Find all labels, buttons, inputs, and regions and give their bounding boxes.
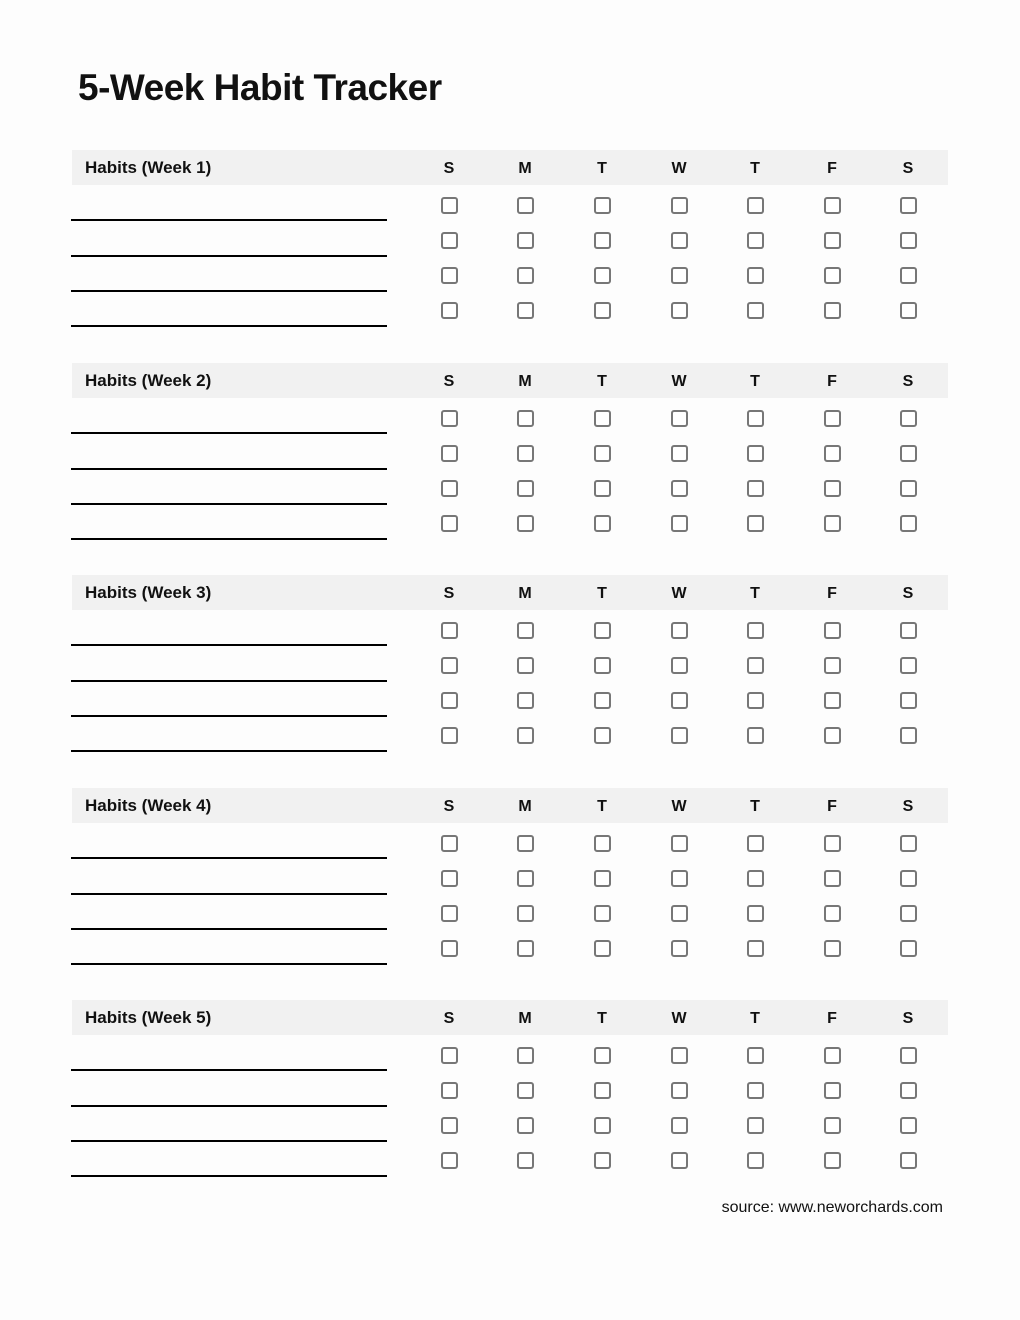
week-header bbox=[72, 150, 948, 185]
habit-checkbox[interactable] bbox=[824, 302, 841, 319]
habit-checkbox[interactable] bbox=[824, 622, 841, 639]
habit-checkbox[interactable] bbox=[594, 835, 611, 852]
habit-checkbox[interactable] bbox=[747, 905, 764, 922]
habit-checkbox[interactable] bbox=[747, 480, 764, 497]
habit-checkbox[interactable] bbox=[900, 657, 917, 674]
habit-checkbox[interactable] bbox=[900, 445, 917, 462]
habit-name-line[interactable] bbox=[71, 290, 387, 292]
habit-checkbox[interactable] bbox=[671, 692, 688, 709]
habit-checkbox[interactable] bbox=[824, 870, 841, 887]
habit-checkbox[interactable] bbox=[824, 692, 841, 709]
habit-checkbox[interactable] bbox=[594, 445, 611, 462]
habit-checkbox[interactable] bbox=[747, 1117, 764, 1134]
habit-checkbox[interactable] bbox=[441, 622, 458, 639]
day-header: M bbox=[518, 160, 532, 177]
habit-checkbox[interactable] bbox=[594, 197, 611, 214]
week-label: Habits (Week 3) bbox=[85, 583, 212, 602]
habit-checkbox[interactable] bbox=[441, 727, 458, 744]
habit-checkbox[interactable] bbox=[671, 515, 688, 532]
habit-checkbox[interactable] bbox=[900, 1152, 917, 1169]
habit-checkbox[interactable] bbox=[441, 870, 458, 887]
habit-checkbox[interactable] bbox=[594, 1047, 611, 1064]
habit-name-line[interactable] bbox=[71, 468, 387, 470]
source-credit: source: www.neworchards.com bbox=[721, 1199, 943, 1216]
habit-checkbox[interactable] bbox=[671, 410, 688, 427]
habit-name-line[interactable] bbox=[71, 857, 387, 859]
habit-checkbox[interactable] bbox=[441, 515, 458, 532]
habit-checkbox[interactable] bbox=[441, 1082, 458, 1099]
habit-checkbox[interactable] bbox=[441, 905, 458, 922]
habit-checkbox[interactable] bbox=[824, 1082, 841, 1099]
habit-name-line[interactable] bbox=[71, 1105, 387, 1107]
habit-name-line[interactable] bbox=[71, 928, 387, 930]
habit-checkbox[interactable] bbox=[517, 267, 534, 284]
habit-checkbox[interactable] bbox=[900, 727, 917, 744]
habit-checkbox[interactable] bbox=[517, 515, 534, 532]
habit-checkbox[interactable] bbox=[594, 1117, 611, 1134]
habit-checkbox[interactable] bbox=[900, 515, 917, 532]
day-header: S bbox=[902, 798, 914, 815]
habit-checkbox[interactable] bbox=[517, 622, 534, 639]
day-header: S bbox=[443, 585, 455, 602]
habit-checkbox[interactable] bbox=[671, 1152, 688, 1169]
habit-checkbox[interactable] bbox=[824, 197, 841, 214]
habit-name-line[interactable] bbox=[71, 1175, 387, 1177]
habit-checkbox[interactable] bbox=[441, 692, 458, 709]
habit-checkbox[interactable] bbox=[594, 267, 611, 284]
habit-checkbox[interactable] bbox=[517, 940, 534, 957]
habit-checkbox[interactable] bbox=[517, 727, 534, 744]
habit-checkbox[interactable] bbox=[824, 1152, 841, 1169]
habit-checkbox[interactable] bbox=[594, 480, 611, 497]
day-header: F bbox=[827, 373, 837, 390]
habit-checkbox[interactable] bbox=[671, 232, 688, 249]
habit-checkbox[interactable] bbox=[594, 1152, 611, 1169]
habit-checkbox[interactable] bbox=[671, 1082, 688, 1099]
day-header: F bbox=[827, 160, 837, 177]
week-header bbox=[72, 1000, 948, 1035]
habit-name-line[interactable] bbox=[71, 255, 387, 257]
habit-checkbox[interactable] bbox=[517, 835, 534, 852]
day-header: M bbox=[518, 585, 532, 602]
habit-checkbox[interactable] bbox=[517, 870, 534, 887]
habit-checkbox[interactable] bbox=[900, 267, 917, 284]
day-header: W bbox=[671, 1010, 687, 1027]
habit-checkbox[interactable] bbox=[747, 870, 764, 887]
habit-checkbox[interactable] bbox=[747, 692, 764, 709]
habit-checkbox[interactable] bbox=[824, 515, 841, 532]
habit-checkbox[interactable] bbox=[900, 622, 917, 639]
habit-checkbox[interactable] bbox=[517, 232, 534, 249]
habit-checkbox[interactable] bbox=[517, 1047, 534, 1064]
habit-checkbox[interactable] bbox=[824, 940, 841, 957]
habit-checkbox[interactable] bbox=[517, 905, 534, 922]
habit-name-line[interactable] bbox=[71, 680, 387, 682]
day-header: M bbox=[518, 373, 532, 390]
day-header: W bbox=[671, 585, 687, 602]
habit-checkbox[interactable] bbox=[824, 232, 841, 249]
habit-checkbox[interactable] bbox=[671, 622, 688, 639]
habit-checkbox[interactable] bbox=[517, 445, 534, 462]
habit-name-line[interactable] bbox=[71, 750, 387, 752]
habit-checkbox[interactable] bbox=[900, 1082, 917, 1099]
habit-checkbox[interactable] bbox=[441, 445, 458, 462]
habit-checkbox[interactable] bbox=[824, 1047, 841, 1064]
habit-checkbox[interactable] bbox=[747, 302, 764, 319]
habit-checkbox[interactable] bbox=[671, 905, 688, 922]
week-section-2 bbox=[72, 363, 948, 553]
habit-checkbox[interactable] bbox=[441, 232, 458, 249]
habit-checkbox[interactable] bbox=[517, 480, 534, 497]
day-header: W bbox=[671, 160, 687, 177]
habit-checkbox[interactable] bbox=[671, 445, 688, 462]
habit-checkbox[interactable] bbox=[441, 835, 458, 852]
habit-checkbox[interactable] bbox=[747, 267, 764, 284]
habit-checkbox[interactable] bbox=[824, 445, 841, 462]
habit-checkbox[interactable] bbox=[900, 232, 917, 249]
habit-checkbox[interactable] bbox=[517, 1152, 534, 1169]
habit-checkbox[interactable] bbox=[747, 1152, 764, 1169]
habit-checkbox[interactable] bbox=[900, 692, 917, 709]
habit-checkbox[interactable] bbox=[441, 197, 458, 214]
habit-checkbox[interactable] bbox=[671, 835, 688, 852]
day-header: T bbox=[597, 585, 607, 602]
habit-checkbox[interactable] bbox=[824, 410, 841, 427]
habit-checkbox[interactable] bbox=[824, 835, 841, 852]
habit-checkbox[interactable] bbox=[747, 445, 764, 462]
habit-checkbox[interactable] bbox=[824, 905, 841, 922]
habit-checkbox[interactable] bbox=[594, 905, 611, 922]
habit-checkbox[interactable] bbox=[441, 657, 458, 674]
day-header: T bbox=[750, 160, 760, 177]
week-section-1 bbox=[72, 150, 948, 340]
habit-checkbox[interactable] bbox=[594, 1082, 611, 1099]
habit-checkbox[interactable] bbox=[594, 410, 611, 427]
habit-checkbox[interactable] bbox=[671, 1117, 688, 1134]
day-header: T bbox=[597, 373, 607, 390]
habit-checkbox[interactable] bbox=[900, 835, 917, 852]
habit-checkbox[interactable] bbox=[441, 940, 458, 957]
day-header: F bbox=[827, 1010, 837, 1027]
habit-checkbox[interactable] bbox=[517, 1117, 534, 1134]
habit-checkbox[interactable] bbox=[441, 410, 458, 427]
habit-checkbox[interactable] bbox=[594, 870, 611, 887]
week-header bbox=[72, 788, 948, 823]
habit-checkbox[interactable] bbox=[747, 1047, 764, 1064]
day-header: T bbox=[597, 1010, 607, 1027]
habit-checkbox[interactable] bbox=[517, 657, 534, 674]
week-section-3 bbox=[72, 575, 948, 765]
day-header: S bbox=[902, 373, 914, 390]
habit-checkbox[interactable] bbox=[747, 657, 764, 674]
habit-checkbox[interactable] bbox=[594, 302, 611, 319]
habit-checkbox[interactable] bbox=[747, 835, 764, 852]
habit-checkbox[interactable] bbox=[900, 197, 917, 214]
habit-checkbox[interactable] bbox=[671, 727, 688, 744]
day-header: T bbox=[750, 373, 760, 390]
habit-checkbox[interactable] bbox=[747, 232, 764, 249]
habit-checkbox[interactable] bbox=[900, 410, 917, 427]
habit-checkbox[interactable] bbox=[594, 727, 611, 744]
habit-checkbox[interactable] bbox=[747, 197, 764, 214]
day-header: T bbox=[597, 798, 607, 815]
habit-checkbox[interactable] bbox=[747, 515, 764, 532]
week-label: Habits (Week 5) bbox=[85, 1008, 212, 1027]
week-label: Habits (Week 4) bbox=[85, 796, 212, 815]
habit-name-line[interactable] bbox=[71, 219, 387, 221]
habit-checkbox[interactable] bbox=[517, 197, 534, 214]
habit-checkbox[interactable] bbox=[747, 410, 764, 427]
habit-checkbox[interactable] bbox=[671, 657, 688, 674]
habit-checkbox[interactable] bbox=[441, 302, 458, 319]
habit-checkbox[interactable] bbox=[441, 480, 458, 497]
page-title: 5-Week Habit Tracker bbox=[78, 67, 442, 108]
habit-name-line[interactable] bbox=[71, 644, 387, 646]
habit-checkbox[interactable] bbox=[671, 1047, 688, 1064]
habit-checkbox[interactable] bbox=[517, 1082, 534, 1099]
habit-checkbox[interactable] bbox=[671, 480, 688, 497]
habit-checkbox[interactable] bbox=[900, 302, 917, 319]
habit-checkbox[interactable] bbox=[824, 657, 841, 674]
habit-checkbox[interactable] bbox=[671, 302, 688, 319]
habit-checkbox[interactable] bbox=[671, 197, 688, 214]
week-label: Habits (Week 1) bbox=[85, 158, 212, 177]
habit-name-line[interactable] bbox=[71, 963, 387, 965]
habit-checkbox[interactable] bbox=[517, 692, 534, 709]
day-header: M bbox=[518, 798, 532, 815]
habit-name-line[interactable] bbox=[71, 893, 387, 895]
day-header: T bbox=[597, 160, 607, 177]
habit-checkbox[interactable] bbox=[900, 940, 917, 957]
day-header: W bbox=[671, 373, 687, 390]
habit-name-line[interactable] bbox=[71, 503, 387, 505]
habit-checkbox[interactable] bbox=[594, 622, 611, 639]
habit-checkbox[interactable] bbox=[747, 940, 764, 957]
day-header: S bbox=[902, 585, 914, 602]
habit-checkbox[interactable] bbox=[824, 727, 841, 744]
day-header: T bbox=[750, 798, 760, 815]
habit-name-line[interactable] bbox=[71, 1140, 387, 1142]
day-header: S bbox=[443, 160, 455, 177]
day-header: T bbox=[750, 585, 760, 602]
habit-name-line[interactable] bbox=[71, 325, 387, 327]
habit-checkbox[interactable] bbox=[671, 267, 688, 284]
habit-checkbox[interactable] bbox=[441, 1117, 458, 1134]
habit-checkbox[interactable] bbox=[671, 870, 688, 887]
habit-checkbox[interactable] bbox=[594, 692, 611, 709]
day-header: S bbox=[443, 1010, 455, 1027]
day-header: S bbox=[443, 798, 455, 815]
day-header: F bbox=[827, 798, 837, 815]
day-header: S bbox=[902, 160, 914, 177]
habit-name-line[interactable] bbox=[71, 1069, 387, 1071]
week-section-4 bbox=[72, 788, 948, 978]
habit-checkbox[interactable] bbox=[594, 657, 611, 674]
habit-checkbox[interactable] bbox=[441, 267, 458, 284]
day-header: T bbox=[750, 1010, 760, 1027]
habit-checkbox[interactable] bbox=[517, 302, 534, 319]
habit-checkbox[interactable] bbox=[441, 1152, 458, 1169]
week-section-5 bbox=[72, 1000, 948, 1190]
week-header bbox=[72, 575, 948, 610]
habit-checkbox[interactable] bbox=[594, 515, 611, 532]
habit-checkbox[interactable] bbox=[594, 232, 611, 249]
habit-checkbox[interactable] bbox=[824, 480, 841, 497]
habit-checkbox[interactable] bbox=[824, 1117, 841, 1134]
day-header: F bbox=[827, 585, 837, 602]
habit-checkbox[interactable] bbox=[747, 727, 764, 744]
day-header: S bbox=[902, 1010, 914, 1027]
habit-checkbox[interactable] bbox=[824, 267, 841, 284]
habit-checkbox[interactable] bbox=[900, 905, 917, 922]
week-label: Habits (Week 2) bbox=[85, 371, 212, 390]
habit-checkbox[interactable] bbox=[900, 480, 917, 497]
habit-checkbox[interactable] bbox=[900, 1047, 917, 1064]
habit-name-line[interactable] bbox=[71, 432, 387, 434]
habit-checkbox[interactable] bbox=[517, 410, 534, 427]
habit-checkbox[interactable] bbox=[441, 1047, 458, 1064]
habit-checkbox[interactable] bbox=[900, 870, 917, 887]
habit-checkbox[interactable] bbox=[747, 1082, 764, 1099]
day-header: W bbox=[671, 798, 687, 815]
habit-name-line[interactable] bbox=[71, 538, 387, 540]
habit-name-line[interactable] bbox=[71, 715, 387, 717]
day-header: S bbox=[443, 373, 455, 390]
habit-checkbox[interactable] bbox=[671, 940, 688, 957]
habit-checkbox[interactable] bbox=[747, 622, 764, 639]
week-header bbox=[72, 363, 948, 398]
day-header: M bbox=[518, 1010, 532, 1027]
habit-checkbox[interactable] bbox=[900, 1117, 917, 1134]
habit-checkbox[interactable] bbox=[594, 940, 611, 957]
